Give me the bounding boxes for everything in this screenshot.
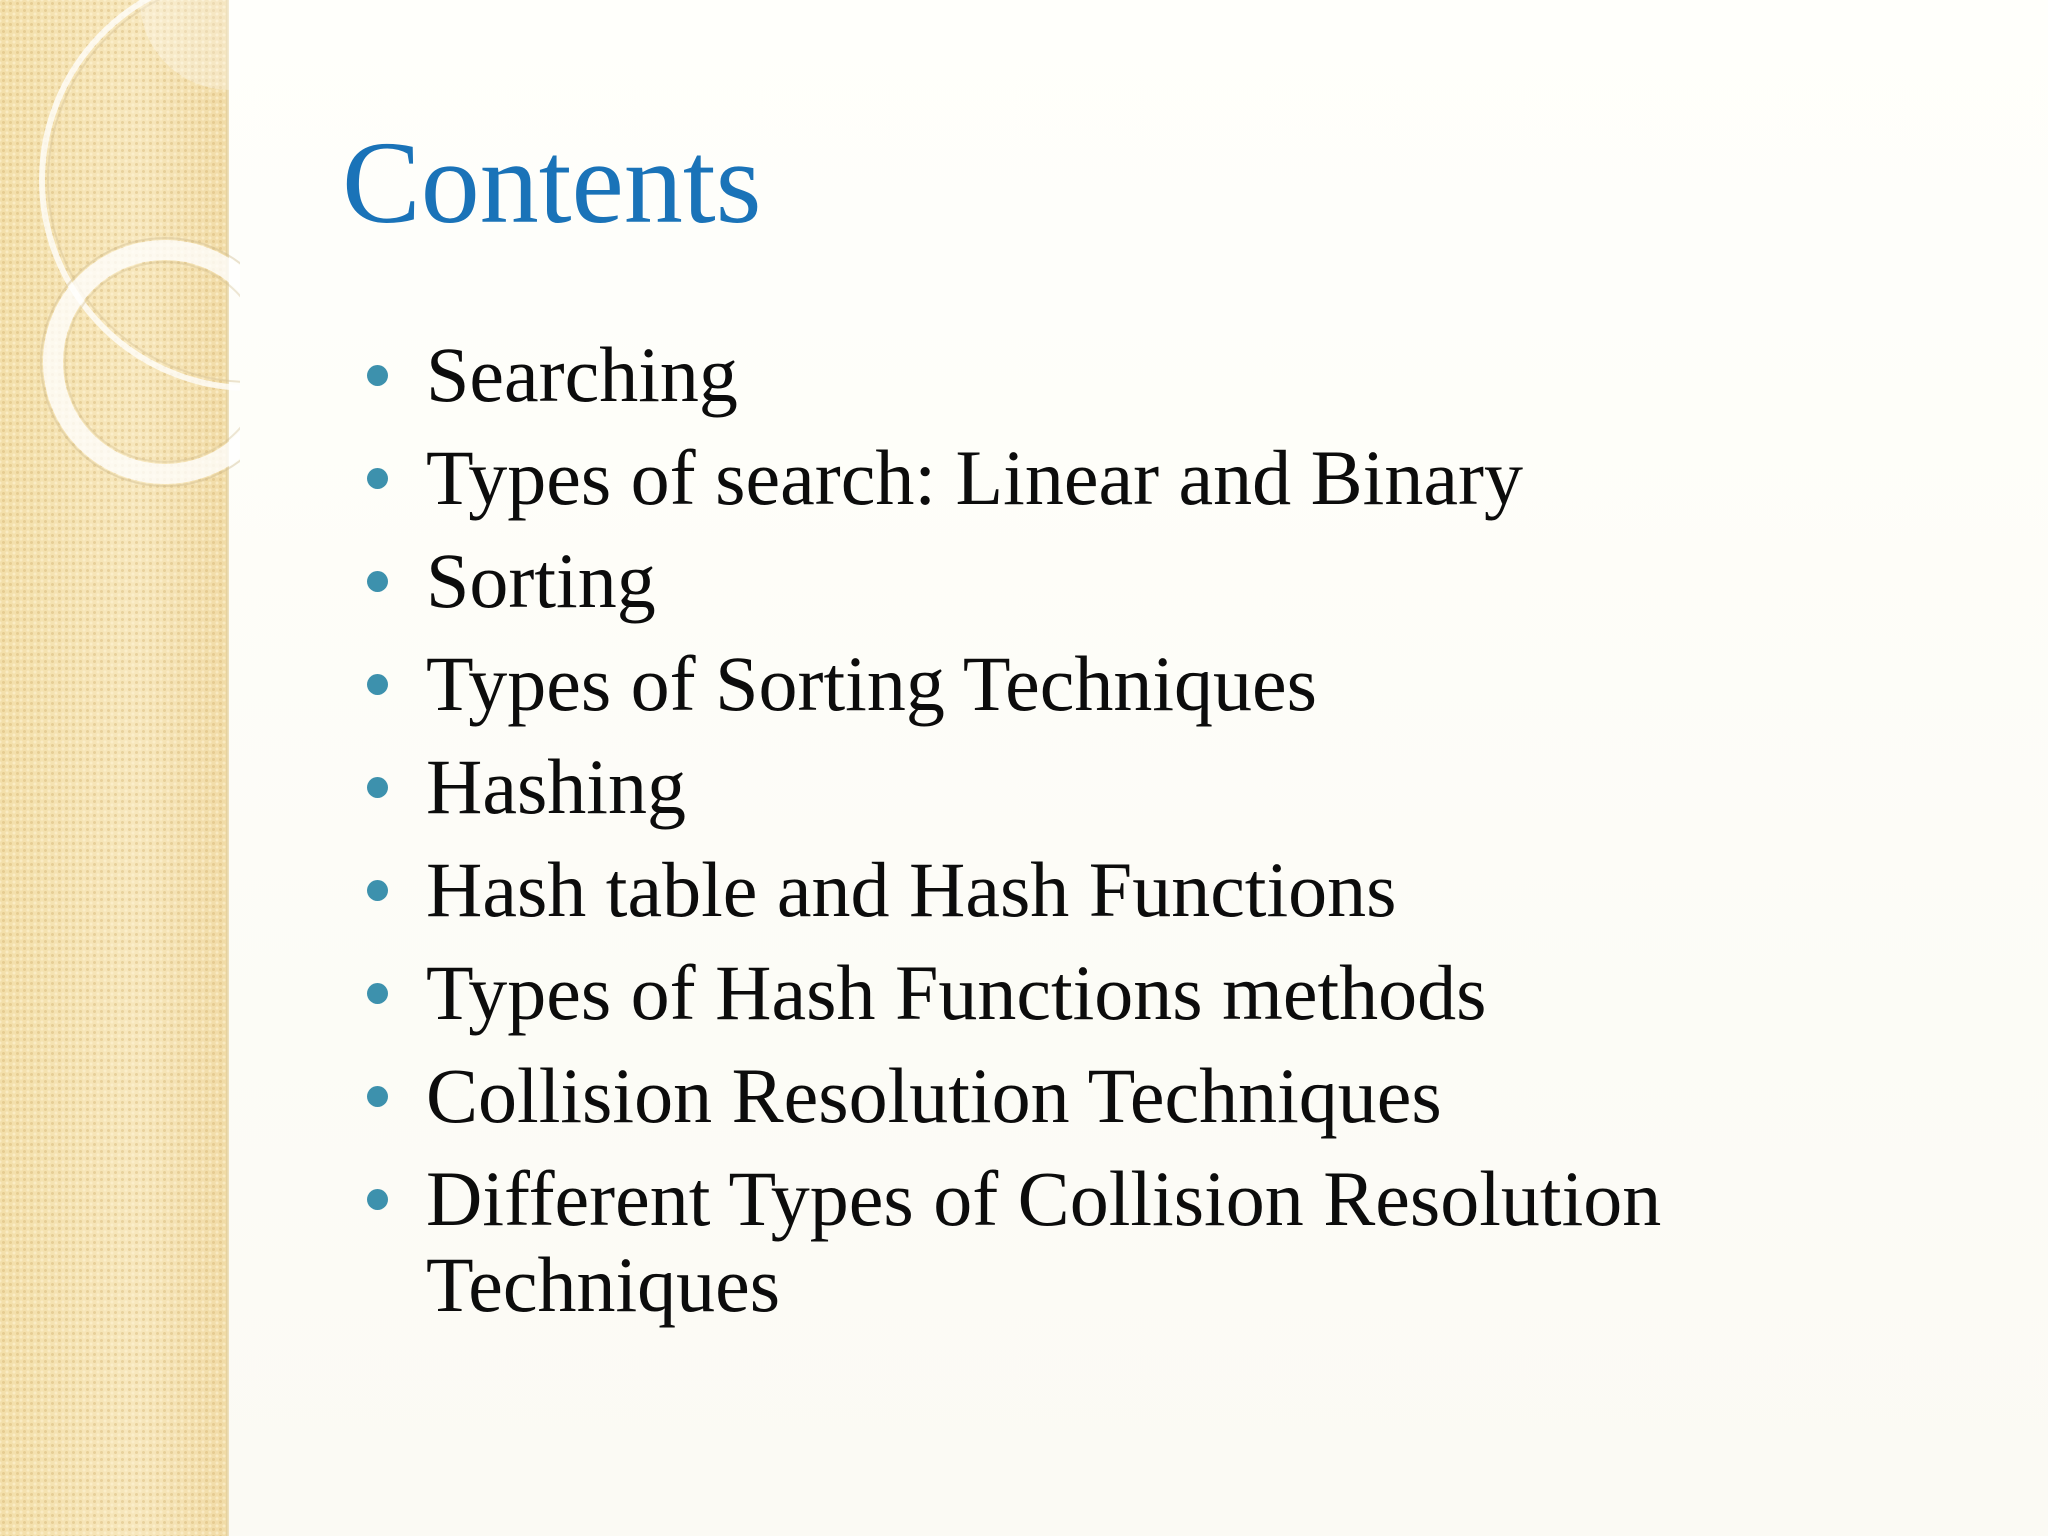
list-item xyxy=(360,435,1920,521)
list-item xyxy=(360,744,1920,830)
list-item xyxy=(360,950,1920,1036)
list-item xyxy=(360,538,1920,624)
list-item-text: Collision Resolution Techniques xyxy=(426,1052,1442,1139)
slide-title: Contents xyxy=(342,117,762,248)
list-item-text: Types of search: Linear and Binary xyxy=(426,434,1523,521)
list-item-text: Sorting xyxy=(426,537,656,624)
contents-list xyxy=(360,332,1920,1345)
list-item-text: Searching xyxy=(426,331,738,418)
bullet-icon xyxy=(367,880,388,901)
list-item xyxy=(360,332,1920,418)
bullet-icon xyxy=(367,1189,388,1210)
decorative-rings-icon xyxy=(0,0,240,520)
bullet-icon xyxy=(367,777,388,798)
list-item xyxy=(360,1156,1920,1328)
bullet-icon xyxy=(367,1086,388,1107)
bullet-icon xyxy=(367,674,388,695)
list-item xyxy=(360,847,1920,933)
list-item-text: Different Types of Collision Resolution Techniques xyxy=(426,1155,1662,1328)
bullet-icon xyxy=(367,468,388,489)
bullet-icon xyxy=(367,983,388,1004)
list-item-text: Types of Sorting Techniques xyxy=(426,640,1318,727)
list-item-text: Hash table and Hash Functions xyxy=(426,846,1397,933)
list-item xyxy=(360,641,1920,727)
bullet-icon xyxy=(367,365,388,386)
list-item-text: Types of Hash Functions methods xyxy=(426,949,1487,1036)
bullet-icon xyxy=(367,571,388,592)
list-item xyxy=(360,1053,1920,1139)
list-item-text: Hashing xyxy=(426,743,686,830)
